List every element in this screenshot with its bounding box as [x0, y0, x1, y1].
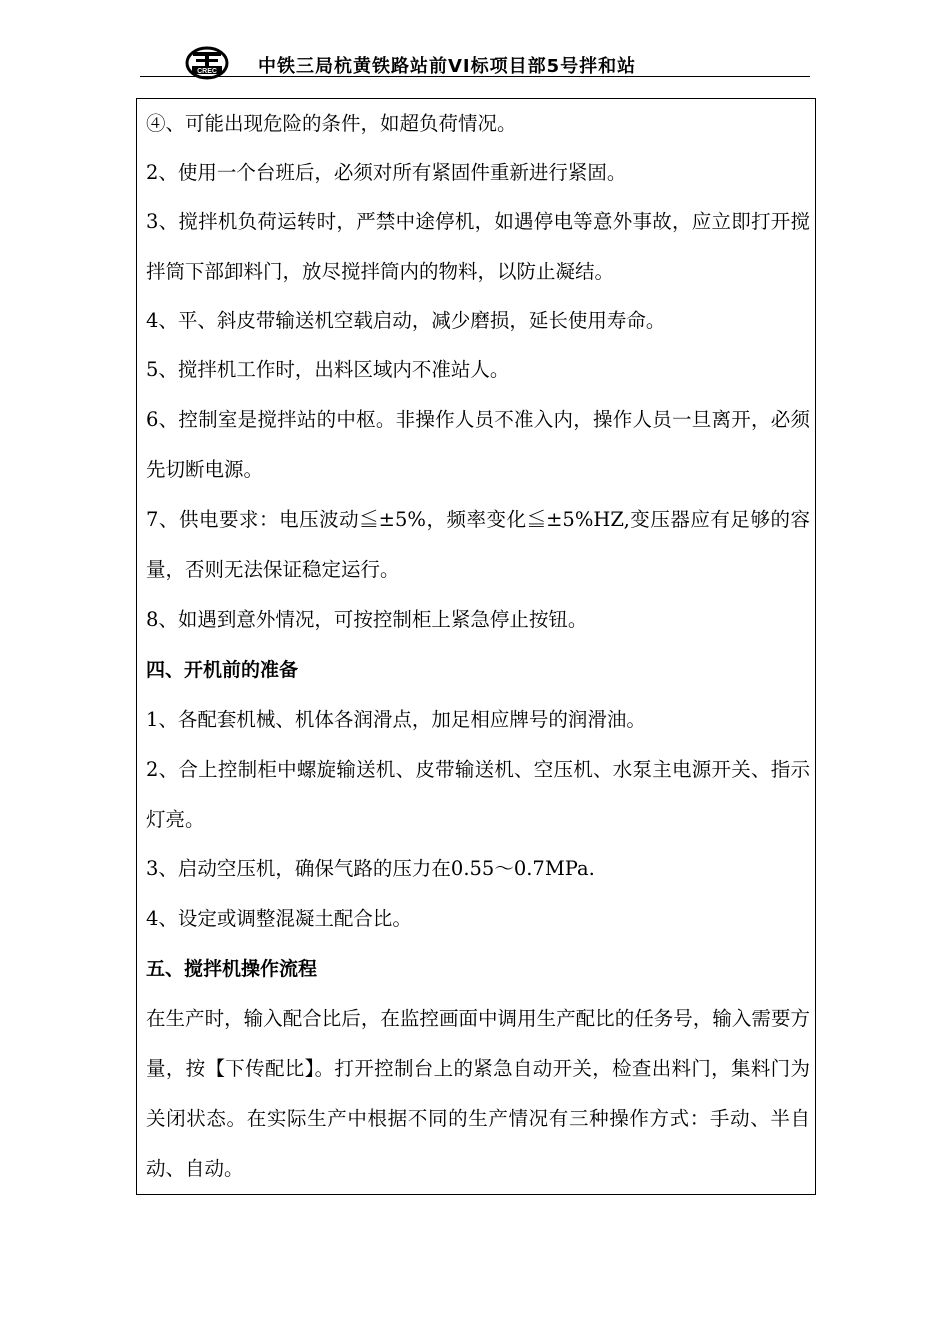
paragraph: 7、供电要求：电压波动≦±5%，频率变化≦±5%HZ,变压器应有足够的容量，否则无法保证稳定运行。 [146, 508, 810, 581]
paragraph: 2、使用一个台班后，必须对所有紧固件重新进行紧固。 [146, 161, 627, 184]
section-heading: 四、开机前的准备 [146, 659, 299, 681]
svg-text:CREC: CREC [197, 68, 217, 75]
paragraph: 4、平、斜皮带输送机空载启动，减少磨损，延长使用寿命。 [146, 309, 666, 332]
paragraph: 5、搅拌机工作时，出料区域内不准站人。 [146, 358, 510, 381]
section-heading: 五、搅拌机操作流程 [146, 958, 318, 980]
paragraph: 4、设定或调整混凝土配合比。 [146, 907, 412, 930]
crec-logo-icon [184, 46, 230, 80]
paragraph: 8、如遇到意外情况，可按控制柜上紧急停止按钮。 [146, 608, 588, 631]
paragraph: 6、控制室是搅拌站的中枢。非操作人员不准入内，操作人员一旦离开，必须先切断电源。 [146, 408, 810, 481]
paragraph: 在生产时，输入配合比后，在监控画面中调用生产配比的任务号，输入需要方量，按【下传配比】。打开控制台上的紧急自动开关，检查出料门，集料门为关闭状态。在实际生产中根据不同的生产情况有三种操作方式：手动、半自动、自动。 [146, 1007, 810, 1180]
paragraph: 3、搅拌机负荷运转时，严禁中途停机，如遇停电等意外事故，应立即打开搅拌筒下部卸料门，放尽搅拌筒内的物料，以防止凝结。 [146, 210, 810, 283]
paragraph: ④、可能出现危险的条件，如超负荷情况。 [146, 112, 517, 135]
paragraph: 2、合上控制柜中螺旋输送机、皮带输送机、空压机、水泵主电源开关、指示灯亮。 [146, 758, 810, 831]
header-divider [140, 76, 810, 77]
paragraph: 1、各配套机械、机体各润滑点，加足相应牌号的润滑油。 [146, 708, 646, 731]
header-title: 中铁三局杭黄铁路站前VI标项目部5号拌和站 [258, 56, 637, 77]
paragraph: 3、启动空压机，确保气路的压力在0.55～0.7MPa. [146, 857, 595, 880]
page-header [140, 44, 810, 78]
content-box [136, 98, 816, 1195]
